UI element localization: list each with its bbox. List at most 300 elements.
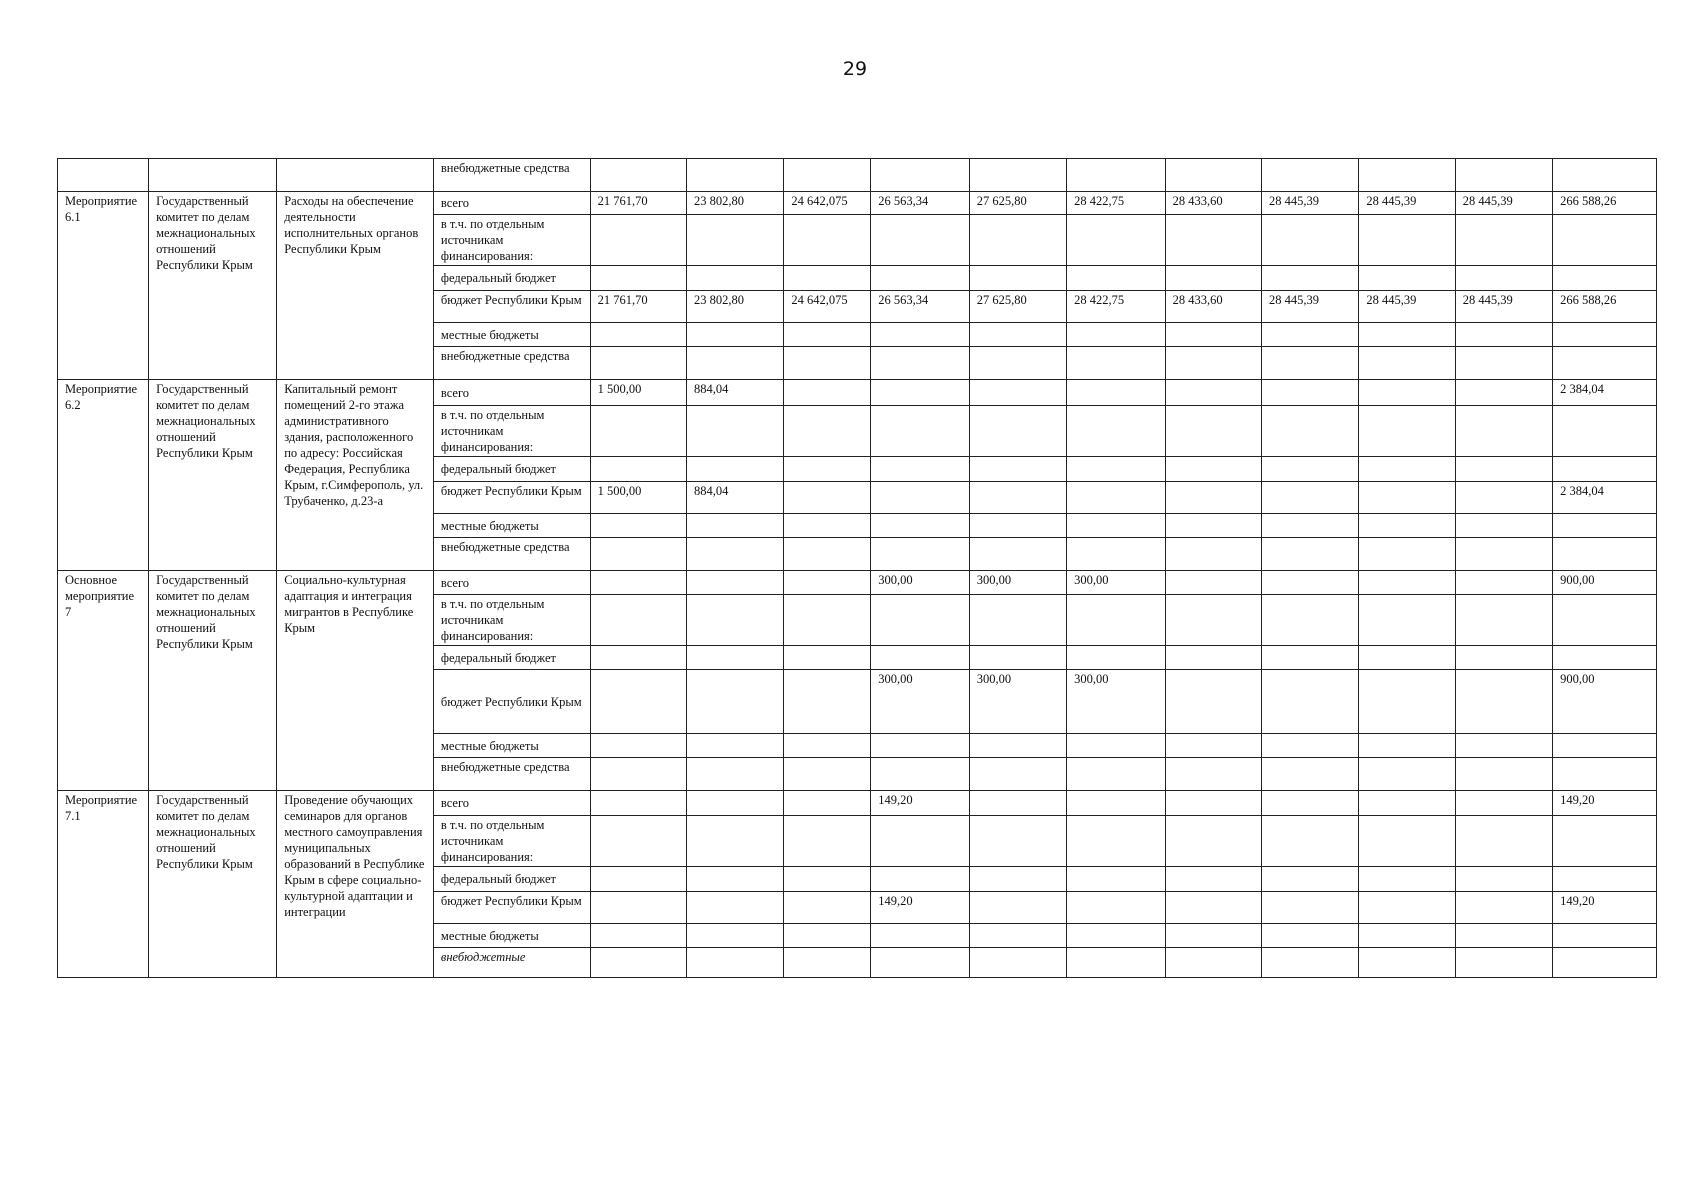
funding-source: всего <box>433 192 590 215</box>
value-cell <box>1553 159 1657 192</box>
value-cell <box>1359 323 1455 347</box>
value-cell <box>686 347 783 380</box>
value-cell <box>1261 457 1358 482</box>
value-cell <box>686 266 783 291</box>
value-cell <box>1165 514 1261 538</box>
value-cell <box>969 266 1066 291</box>
value-cell: 149,20 <box>871 892 969 924</box>
value-cell: 149,20 <box>1553 791 1657 816</box>
value-cell <box>871 595 969 646</box>
responsible-org: Государственный комитет по делам межнациональных отношений Республики Крым <box>149 571 277 791</box>
value-cell <box>1261 948 1358 978</box>
value-cell <box>1165 482 1261 514</box>
value-cell <box>1261 924 1358 948</box>
value-cell <box>871 457 969 482</box>
code-cell-empty <box>58 159 149 192</box>
value-cell <box>784 758 871 791</box>
value-cell <box>1067 791 1165 816</box>
value-cell <box>1067 948 1165 978</box>
org-cell-empty <box>149 159 277 192</box>
value-cell: 2 384,04 <box>1553 380 1657 406</box>
value-cell <box>871 816 969 867</box>
value-cell: 1 500,00 <box>590 482 686 514</box>
value-cell <box>1359 758 1455 791</box>
value-cell <box>784 892 871 924</box>
value-cell <box>969 482 1066 514</box>
value-cell <box>1359 380 1455 406</box>
funding-source: внебюджетные <box>433 948 590 978</box>
value-cell <box>784 924 871 948</box>
value-cell <box>784 816 871 867</box>
value-cell <box>1165 538 1261 571</box>
value-cell <box>1165 571 1261 595</box>
value-cell <box>1261 380 1358 406</box>
value-cell <box>871 758 969 791</box>
value-cell <box>1165 892 1261 924</box>
value-cell <box>784 670 871 734</box>
value-cell <box>1165 347 1261 380</box>
value-cell: 266 588,26 <box>1553 192 1657 215</box>
table-row <box>58 571 1657 595</box>
value-cell <box>969 892 1066 924</box>
activity-cell-empty <box>277 159 434 192</box>
value-cell <box>1553 646 1657 670</box>
value-cell <box>1261 892 1358 924</box>
value-cell: 28 433,60 <box>1165 291 1261 323</box>
value-cell <box>1067 758 1165 791</box>
value-cell <box>1455 646 1552 670</box>
value-cell: 27 625,80 <box>969 192 1066 215</box>
value-cell <box>1455 482 1552 514</box>
value-cell <box>1067 514 1165 538</box>
funding-source: в т.ч. по отдельным источникам финансирования: <box>433 595 590 646</box>
value-cell <box>1553 266 1657 291</box>
funding-source: местные бюджеты <box>433 734 590 758</box>
value-cell <box>686 758 783 791</box>
value-cell <box>686 571 783 595</box>
funding-source: федеральный бюджет <box>433 457 590 482</box>
source-cell: внебюджетные средства <box>433 159 590 192</box>
funding-source: федеральный бюджет <box>433 266 590 291</box>
value-cell <box>1359 482 1455 514</box>
value-cell <box>1553 924 1657 948</box>
value-cell: 21 761,70 <box>590 291 686 323</box>
value-cell <box>871 406 969 457</box>
value-cell: 149,20 <box>871 791 969 816</box>
value-cell <box>871 347 969 380</box>
value-cell: 23 802,80 <box>686 192 783 215</box>
value-cell <box>1067 266 1165 291</box>
value-cell <box>1067 323 1165 347</box>
value-cell <box>784 159 871 192</box>
funding-source: внебюджетные средства <box>433 347 590 380</box>
table-row <box>58 159 1657 192</box>
value-cell <box>686 323 783 347</box>
value-cell <box>1359 159 1455 192</box>
value-cell <box>1455 159 1552 192</box>
value-cell: 884,04 <box>686 380 783 406</box>
value-cell <box>969 457 1066 482</box>
value-cell <box>1455 924 1552 948</box>
value-cell <box>1455 514 1552 538</box>
funding-source: бюджет Республики Крым <box>433 291 590 323</box>
value-cell <box>1165 457 1261 482</box>
value-cell <box>1455 347 1552 380</box>
table-row <box>58 192 1657 215</box>
value-cell: 300,00 <box>969 670 1066 734</box>
value-cell <box>590 646 686 670</box>
value-cell <box>784 380 871 406</box>
value-cell <box>590 538 686 571</box>
value-cell <box>1359 948 1455 978</box>
value-cell: 21 761,70 <box>590 192 686 215</box>
activity-code: Мероприятие 6.2 <box>58 380 149 571</box>
value-cell <box>1553 867 1657 892</box>
value-cell: 27 625,80 <box>969 291 1066 323</box>
value-cell <box>590 948 686 978</box>
value-cell <box>590 816 686 867</box>
value-cell <box>1553 406 1657 457</box>
value-cell <box>1359 924 1455 948</box>
value-cell <box>686 595 783 646</box>
page-number: 29 <box>842 58 868 80</box>
value-cell <box>1455 595 1552 646</box>
value-cell <box>1261 646 1358 670</box>
value-cell <box>1261 734 1358 758</box>
value-cell <box>784 215 871 266</box>
value-cell <box>686 948 783 978</box>
value-cell <box>590 159 686 192</box>
value-cell <box>1455 215 1552 266</box>
activity-code: Основное мероприятие 7 <box>58 571 149 791</box>
funding-source: всего <box>433 571 590 595</box>
value-cell <box>1067 538 1165 571</box>
value-cell <box>1165 646 1261 670</box>
value-cell <box>871 215 969 266</box>
value-cell <box>969 816 1066 867</box>
value-cell <box>1165 595 1261 646</box>
value-cell <box>1067 406 1165 457</box>
value-cell: 28 445,39 <box>1261 291 1358 323</box>
value-cell <box>1261 159 1358 192</box>
value-cell <box>686 867 783 892</box>
value-cell <box>1359 571 1455 595</box>
value-cell <box>1067 215 1165 266</box>
value-cell <box>1359 406 1455 457</box>
value-cell <box>1553 816 1657 867</box>
value-cell: 266 588,26 <box>1553 291 1657 323</box>
value-cell <box>784 595 871 646</box>
value-cell <box>686 646 783 670</box>
value-cell <box>1455 758 1552 791</box>
value-cell <box>1359 514 1455 538</box>
value-cell <box>1067 347 1165 380</box>
value-cell <box>1165 215 1261 266</box>
funding-source: местные бюджеты <box>433 514 590 538</box>
funding-source: всего <box>433 791 590 816</box>
value-cell <box>1455 323 1552 347</box>
value-cell <box>969 514 1066 538</box>
value-cell <box>1067 816 1165 867</box>
value-cell <box>1455 266 1552 291</box>
activity-code: Мероприятие 6.1 <box>58 192 149 380</box>
value-cell: 24 642,075 <box>784 291 871 323</box>
funding-source: в т.ч. по отдельным источникам финансирования: <box>433 406 590 457</box>
value-cell <box>590 892 686 924</box>
funding-source: в т.ч. по отдельным источникам финансирования: <box>433 816 590 867</box>
value-cell <box>1165 323 1261 347</box>
value-cell <box>1165 670 1261 734</box>
funding-source: в т.ч. по отдельным источникам финансирования: <box>433 215 590 266</box>
value-cell <box>1359 646 1455 670</box>
value-cell <box>686 924 783 948</box>
value-cell <box>1165 406 1261 457</box>
value-cell <box>1553 457 1657 482</box>
value-cell <box>969 734 1066 758</box>
value-cell <box>1553 948 1657 978</box>
value-cell <box>871 646 969 670</box>
value-cell <box>1553 215 1657 266</box>
value-cell: 900,00 <box>1553 670 1657 734</box>
value-cell <box>686 816 783 867</box>
value-cell: 300,00 <box>1067 571 1165 595</box>
value-cell <box>871 948 969 978</box>
value-cell <box>784 734 871 758</box>
value-cell <box>969 159 1066 192</box>
value-cell <box>784 347 871 380</box>
table-row <box>58 791 1657 816</box>
value-cell <box>871 482 969 514</box>
value-cell: 28 422,75 <box>1067 192 1165 215</box>
value-cell <box>1261 595 1358 646</box>
value-cell <box>590 670 686 734</box>
value-cell <box>1165 924 1261 948</box>
value-cell: 28 445,39 <box>1455 291 1552 323</box>
value-cell <box>969 867 1066 892</box>
value-cell <box>1359 457 1455 482</box>
value-cell <box>1067 924 1165 948</box>
value-cell <box>1067 734 1165 758</box>
activity-name: Проведение обучающих семинаров для органов местного самоуправления муниципальных образований в Республике Крым в сфере социально-культурной адаптации и интеграции <box>277 791 434 978</box>
value-cell <box>1359 816 1455 867</box>
activity-name: Социально-культурная адаптация и интеграция мигрантов в Республике Крым <box>277 571 434 791</box>
value-cell <box>871 159 969 192</box>
value-cell <box>1261 867 1358 892</box>
value-cell <box>590 595 686 646</box>
budget-table-body <box>58 159 1657 978</box>
value-cell <box>1261 670 1358 734</box>
value-cell <box>1455 538 1552 571</box>
value-cell: 300,00 <box>871 670 969 734</box>
value-cell <box>1261 791 1358 816</box>
value-cell <box>1261 482 1358 514</box>
value-cell <box>1455 816 1552 867</box>
value-cell: 2 384,04 <box>1553 482 1657 514</box>
value-cell <box>1455 734 1552 758</box>
value-cell <box>1359 867 1455 892</box>
value-cell <box>1165 380 1261 406</box>
value-cell: 28 445,39 <box>1359 192 1455 215</box>
value-cell <box>686 892 783 924</box>
value-cell <box>784 266 871 291</box>
activity-name: Капитальный ремонт помещений 2-го этажа административного здания, расположенного по адресу: Российская Федерация, Республика Крым, г.Симферополь, ул. Трубаченко, д.23-а <box>277 380 434 571</box>
value-cell: 1 500,00 <box>590 380 686 406</box>
value-cell <box>686 670 783 734</box>
value-cell <box>686 406 783 457</box>
value-cell <box>1261 514 1358 538</box>
value-cell <box>1455 670 1552 734</box>
value-cell <box>784 323 871 347</box>
funding-source: федеральный бюджет <box>433 646 590 670</box>
value-cell <box>590 867 686 892</box>
value-cell <box>590 734 686 758</box>
funding-source: внебюджетные средства <box>433 758 590 791</box>
value-cell: 23 802,80 <box>686 291 783 323</box>
value-cell <box>1067 646 1165 670</box>
value-cell <box>1359 670 1455 734</box>
value-cell: 24 642,075 <box>784 192 871 215</box>
value-cell <box>969 646 1066 670</box>
value-cell <box>686 514 783 538</box>
value-cell <box>1261 571 1358 595</box>
activity-name: Расходы на обеспечение деятельности исполнительных органов Республики Крым <box>277 192 434 380</box>
funding-source: бюджет Республики Крым <box>433 482 590 514</box>
value-cell <box>969 791 1066 816</box>
value-cell <box>590 571 686 595</box>
value-cell <box>1165 758 1261 791</box>
value-cell <box>784 406 871 457</box>
funding-source: внебюджетные средства <box>433 538 590 571</box>
value-cell <box>969 924 1066 948</box>
value-cell <box>590 347 686 380</box>
value-cell <box>1359 892 1455 924</box>
responsible-org: Государственный комитет по делам межнациональных отношений Республики Крым <box>149 192 277 380</box>
value-cell <box>784 457 871 482</box>
value-cell <box>871 323 969 347</box>
value-cell <box>1261 215 1358 266</box>
value-cell <box>1455 380 1552 406</box>
value-cell <box>784 571 871 595</box>
value-cell <box>969 347 1066 380</box>
value-cell <box>784 646 871 670</box>
value-cell <box>784 948 871 978</box>
value-cell <box>1553 514 1657 538</box>
value-cell <box>1455 892 1552 924</box>
value-cell <box>871 380 969 406</box>
value-cell: 28 445,39 <box>1455 192 1552 215</box>
value-cell: 28 422,75 <box>1067 291 1165 323</box>
value-cell: 26 563,34 <box>871 192 969 215</box>
value-cell: 26 563,34 <box>871 291 969 323</box>
value-cell: 300,00 <box>871 571 969 595</box>
value-cell: 28 445,39 <box>1261 192 1358 215</box>
value-cell: 149,20 <box>1553 892 1657 924</box>
value-cell <box>1165 266 1261 291</box>
value-cell <box>1165 159 1261 192</box>
funding-source: местные бюджеты <box>433 924 590 948</box>
value-cell <box>969 758 1066 791</box>
value-cell: 900,00 <box>1553 571 1657 595</box>
value-cell <box>686 791 783 816</box>
value-cell <box>590 758 686 791</box>
value-cell <box>1067 892 1165 924</box>
value-cell <box>1455 791 1552 816</box>
value-cell <box>1455 457 1552 482</box>
value-cell <box>1165 734 1261 758</box>
value-cell: 884,04 <box>686 482 783 514</box>
value-cell <box>1359 215 1455 266</box>
value-cell <box>1359 791 1455 816</box>
value-cell <box>1553 758 1657 791</box>
value-cell <box>686 215 783 266</box>
value-cell <box>1067 867 1165 892</box>
responsible-org: Государственный комитет по делам межнациональных отношений Республики Крым <box>149 380 277 571</box>
value-cell <box>1067 159 1165 192</box>
value-cell <box>1067 457 1165 482</box>
value-cell <box>871 266 969 291</box>
value-cell <box>969 323 1066 347</box>
value-cell <box>590 924 686 948</box>
value-cell <box>969 538 1066 571</box>
value-cell <box>1165 867 1261 892</box>
value-cell <box>590 791 686 816</box>
value-cell <box>590 406 686 457</box>
value-cell <box>1359 538 1455 571</box>
value-cell <box>1261 266 1358 291</box>
value-cell <box>1455 948 1552 978</box>
funding-source: бюджет Республики Крым <box>433 670 590 734</box>
value-cell <box>784 538 871 571</box>
value-cell: 28 445,39 <box>1359 291 1455 323</box>
value-cell <box>969 595 1066 646</box>
value-cell <box>1165 948 1261 978</box>
funding-source: местные бюджеты <box>433 323 590 347</box>
funding-source: федеральный бюджет <box>433 867 590 892</box>
value-cell <box>590 457 686 482</box>
value-cell <box>871 734 969 758</box>
value-cell <box>969 406 1066 457</box>
value-cell <box>1067 595 1165 646</box>
value-cell <box>1553 323 1657 347</box>
value-cell <box>1359 347 1455 380</box>
value-cell: 300,00 <box>1067 670 1165 734</box>
value-cell <box>1553 538 1657 571</box>
value-cell <box>871 538 969 571</box>
value-cell <box>784 514 871 538</box>
value-cell <box>590 266 686 291</box>
value-cell <box>1067 380 1165 406</box>
value-cell <box>1165 791 1261 816</box>
value-cell <box>871 514 969 538</box>
value-cell <box>686 734 783 758</box>
value-cell <box>686 159 783 192</box>
table-row <box>58 380 1657 406</box>
value-cell <box>1261 347 1358 380</box>
value-cell <box>1455 406 1552 457</box>
value-cell <box>784 482 871 514</box>
value-cell <box>590 323 686 347</box>
value-cell <box>1553 734 1657 758</box>
value-cell <box>784 791 871 816</box>
value-cell: 28 433,60 <box>1165 192 1261 215</box>
responsible-org: Государственный комитет по делам межнациональных отношений Республики Крым <box>149 791 277 978</box>
value-cell <box>1261 758 1358 791</box>
value-cell <box>1455 867 1552 892</box>
value-cell <box>784 867 871 892</box>
value-cell <box>969 948 1066 978</box>
value-cell <box>1455 571 1552 595</box>
value-cell <box>1553 347 1657 380</box>
